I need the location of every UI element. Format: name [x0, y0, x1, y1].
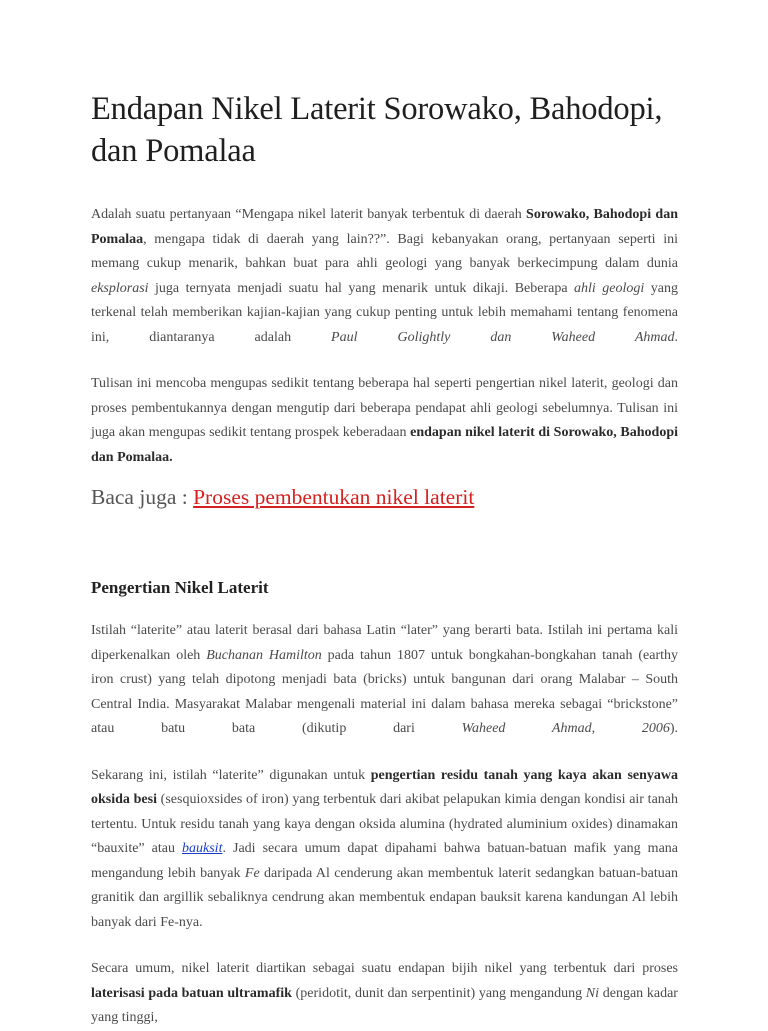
related-label: Baca juga :	[91, 485, 194, 509]
paragraph-text: .	[674, 329, 678, 345]
paragraph-purpose	[91, 372, 678, 470]
bold-text: laterisasi pada batuan ultramafik	[91, 985, 292, 1001]
paragraph-text: Adalah suatu pertanyaan “Mengapa nikel laterit banyak terbentuk di daerah	[91, 207, 527, 222]
paragraph-text: daripada Al cenderung akan membentuk laterit sedangkan batuan-batuan granitik dan argillik sebaliknya cendrung akan membentuk endapan bauksit karena kandungan Al lebih banyak dari Fe-nya.	[91, 865, 678, 930]
italic-text: Buchanan Hamilton	[206, 647, 322, 663]
bold-text: Sorowako, Bahodopi dan Pomalaa	[91, 207, 678, 247]
related-article	[91, 482, 678, 512]
paragraph-text: (sesquioxsides of iron) yang terbentuk dari akibat pelapukan kimia dengan kondisi air tanah tertentu. Untuk residu tanah yang kaya dengan oksida alumina (hydrated aluminium oxides) dinamakan “bauxite” atau	[91, 792, 679, 856]
paragraph-text: Sekarang ini, istilah “laterite” digunakan untuk	[91, 767, 371, 783]
paragraph-text: pada tahun 1807 untuk bongkahan-bongkahan tanah (earthy iron crust) yang telah dipotong menjadi bata (bricks) untuk bangunan dari orang Malabar – South Central India. Masyarakat Malabar mengenali material ini dalam bahasa mereka sebagai “brickstone” atau batu bata (dikutip dari	[91, 647, 679, 736]
paragraph-text: dengan kadar yang tinggi,	[91, 985, 678, 1025]
paragraph-general	[91, 957, 678, 1031]
paragraph-definition	[91, 619, 678, 742]
paragraph-text: . Jadi secara umum dapat dipahami bahwa batuan-batuan mafik yang mana mengandung lebih banyak	[91, 841, 679, 881]
italic-text: eksplorasi	[91, 280, 149, 296]
bauksit-link[interactable]: bauksit	[182, 841, 223, 856]
italic-text: Fe	[244, 865, 260, 881]
paragraph-text: Secara umum, nikel laterit diartikan sebagai suatu endapan bijih nikel yang terbentuk dari proses	[91, 961, 678, 976]
paragraph-text: ).	[669, 721, 678, 736]
related-article-link[interactable]: Proses pembentukan nikel laterit	[193, 485, 475, 509]
paragraph-text: yang terkenal telah memberikan kajian-kajian yang cukup penting untuk lebih memahami tentang fenomena ini, diantaranya adalah	[91, 280, 678, 345]
paragraph-text: juga ternyata menjadi suatu hal yang menarik untuk dikaji. Beberapa	[148, 280, 575, 296]
paragraph-text: , mengapa tidak di daerah yang lain??”. Bagi kebanyakan orang, pertanyaan seperti ini memang cukup menarik, bahkan buat para ahli geologi yang banyak berkecimpung dalam dunia	[91, 231, 678, 271]
article-title: Endapan Nikel Laterit Sorowako, Bahodopi, dan Pomalaa	[91, 91, 663, 169]
paragraph-text: Tulisan ini mencoba mengupas sedikit tentang beberapa hal seperti pengertian nikel laterit, geologi dan proses pembentukannya dengan mengutip dari beberapa pendapat ahli geologi sebelumnya. Tulisan ini juga akan mengupas sedikit tentang prospek keberadaan	[91, 376, 678, 440]
paragraph-current-usage	[91, 764, 678, 936]
bold-text: endapan nikel laterit di Sorowako, Bahodopi dan Pomalaa.	[91, 425, 678, 465]
italic-text: ahli geologi	[574, 280, 645, 296]
section-heading: Pengertian Nikel Laterit	[91, 578, 269, 597]
paragraph-text: Istilah “laterite” atau laterit berasal dari bahasa Latin “later” yang berarti bata. Istilah ini pertama kali diperkenalkan oleh	[91, 623, 678, 663]
paragraph-intro	[91, 203, 678, 350]
article-body	[91, 88, 678, 1031]
italic-text: Ni	[585, 985, 600, 1001]
paragraph-text: (peridotit, dunit dan serpentinit) yang mengandung	[291, 985, 586, 1001]
italic-text: Waheed Ahmad, 2006	[461, 721, 670, 736]
bold-text: pengertian residu tanah yang kaya akan senyawa oksida besi	[91, 767, 679, 807]
italic-text: Paul Golightly dan Waheed Ahmad	[331, 329, 675, 345]
